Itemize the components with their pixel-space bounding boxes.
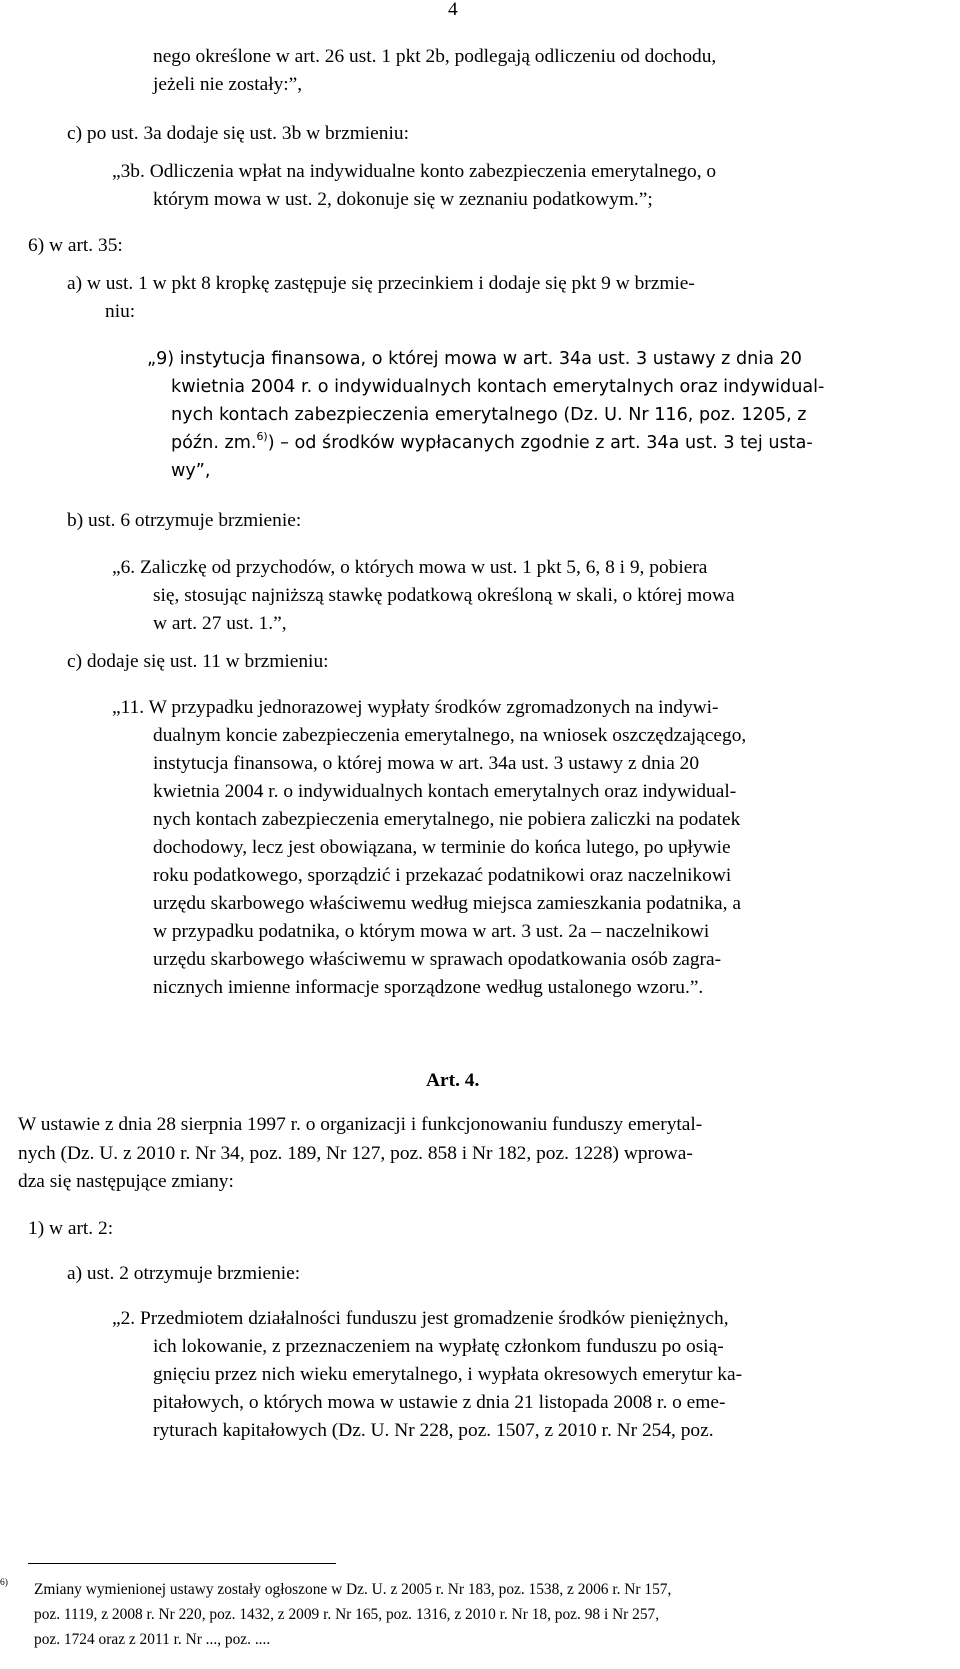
quote-11-line: urzędu skarbowego właściwemu w sprawach opodatkowania osób zagra- bbox=[153, 949, 722, 970]
footnote-line: Zmiany wymienionej ustawy zostały ogłoszone w Dz. U. z 2005 r. Nr 183, poz. 1538, z 2006 r. Nr 157, bbox=[34, 1581, 672, 1598]
list-item-c: c) dodaje się ust. 11 w brzmieniu: bbox=[67, 651, 329, 672]
quote-11-line: roku podatkowego, sporządzić i przekazać podatnikowi oraz naczelnikowi bbox=[153, 865, 732, 886]
quote-2-line: pitałowych, o których mowa w ustawie z dnia 21 listopada 2008 r. o eme- bbox=[153, 1392, 726, 1413]
footnote-line: poz. 1119, z 2008 r. Nr 220, poz. 1432, z 2009 r. Nr 165, poz. 1316, z 2010 r. Nr 18, poz. 98 i Nr 257, bbox=[34, 1606, 660, 1623]
text-fragment: ) – od środków wypłacanych zgodnie z art. 34a ust. 3 tej usta- bbox=[267, 433, 813, 453]
quote-2-line: gnięciu przez nich wieku emerytalnego, i wypłata okresowych emerytur ka- bbox=[153, 1364, 743, 1385]
point-9-line bbox=[171, 431, 813, 455]
quote-11-line: dochodowy, lecz jest obowiązana, w terminie do końca lutego, po upływie bbox=[153, 837, 731, 858]
footnote-marker: 6) bbox=[0, 1576, 8, 1588]
art4-intro-line: W ustawie z dnia 28 sierpnia 1997 r. o organizacji i funkcjonowaniu funduszy emerytal- bbox=[18, 1114, 703, 1135]
footnote-reference[interactable]: 6) bbox=[256, 430, 268, 444]
quote-2-line: ich lokowanie, z przeznaczeniem na wypłatę członkom funduszu po osią- bbox=[153, 1336, 724, 1357]
text-fragment: późn. zm. bbox=[171, 433, 257, 453]
quote-11-line: nych kontach zabezpieczenia emerytalnego, nie pobiera zaliczki na podatek bbox=[153, 809, 741, 830]
point-9-line: „9) instytucja finansowa, o której mowa w art. 34a ust. 3 ustawy z dnia 20 bbox=[147, 349, 802, 369]
footnote-separator bbox=[28, 1563, 336, 1564]
text-line: niu: bbox=[105, 301, 136, 322]
text-line: nego określone w art. 26 ust. 1 pkt 2b, podlegają odliczeniu od dochodu, bbox=[153, 46, 717, 67]
list-item-c: c) po ust. 3a dodaje się ust. 3b w brzmieniu: bbox=[67, 123, 409, 144]
quote-2-line: „2. Przedmiotem działalności funduszu jest gromadzenie środków pieniężnych, bbox=[112, 1308, 729, 1329]
list-item-a: a) ust. 2 otrzymuje brzmienie: bbox=[67, 1263, 301, 1284]
list-item-a: a) w ust. 1 w pkt 8 kropkę zastępuje się przecinkiem i dodaje się pkt 9 w brzmie- bbox=[67, 273, 695, 294]
quote-6-line: „6. Zaliczkę od przychodów, o których mowa w ust. 1 pkt 5, 6, 8 i 9, pobiera bbox=[112, 557, 708, 578]
quote-6-line: w art. 27 ust. 1.”, bbox=[153, 613, 287, 634]
point-9-line: wy”, bbox=[171, 461, 211, 481]
footnote-line bbox=[0, 1578, 8, 1598]
quote-11-line: „11. W przypadku jednorazowej wypłaty środków zgromadzonych na indywi- bbox=[112, 697, 719, 718]
point-9-line: nych kontach zabezpieczenia emerytalnego (Dz. U. Nr 116, poz. 1205, z bbox=[171, 405, 807, 425]
quote-11-line: nicznych imienne informacje sporządzone według ustalonego wzoru.”. bbox=[153, 977, 704, 998]
text-line: jeżeli nie zostały:”, bbox=[153, 74, 303, 95]
quote-11-line: kwietnia 2004 r. o indywidualnych kontach emerytalnych oraz indywidual- bbox=[153, 781, 737, 802]
quote-3b-line: „3b. Odliczenia wpłat na indywidualne konto zabezpieczenia emerytalnego, o bbox=[112, 161, 717, 182]
art4-intro-line: dza się następujące zmiany: bbox=[18, 1171, 234, 1192]
page-number: 4 bbox=[448, 0, 458, 20]
quote-2-line: ryturach kapitałowych (Dz. U. Nr 228, poz. 1507, z 2010 r. Nr 254, poz. bbox=[153, 1420, 714, 1441]
list-item-b: b) ust. 6 otrzymuje brzmienie: bbox=[67, 510, 302, 531]
quote-11-line: dualnym koncie zabezpieczenia emerytalnego, na wniosek oszczędzającego, bbox=[153, 725, 747, 746]
point-9-line: kwietnia 2004 r. o indywidualnych kontach emerytalnych oraz indywidual- bbox=[171, 377, 825, 397]
quote-6-line: się, stosując najniższą stawkę podatkową określoną w skali, o której mowa bbox=[153, 585, 735, 606]
quote-11-line: instytucja finansowa, o której mowa w art. 34a ust. 3 ustawy z dnia 20 bbox=[153, 753, 700, 774]
quote-11-line: w przypadku podatnika, o którym mowa w art. 3 ust. 2a – naczelnikowi bbox=[153, 921, 710, 942]
art4-intro-line: nych (Dz. U. z 2010 r. Nr 34, poz. 189, Nr 127, poz. 858 i Nr 182, poz. 1228) wprowa- bbox=[18, 1143, 693, 1164]
list-item-6: 6) w art. 35: bbox=[28, 235, 123, 256]
list-item-1: 1) w art. 2: bbox=[28, 1218, 114, 1239]
footnote-line: poz. 1724 oraz z 2011 r. Nr ..., poz. .... bbox=[34, 1631, 271, 1648]
quote-11-line: urzędu skarbowego właściwemu według miejsca zamieszkania podatnika, a bbox=[153, 893, 741, 914]
article-heading: Art. 4. bbox=[426, 1070, 480, 1091]
quote-3b-line: którym mowa w ust. 2, dokonuje się w zeznaniu podatkowym.”; bbox=[153, 189, 653, 210]
